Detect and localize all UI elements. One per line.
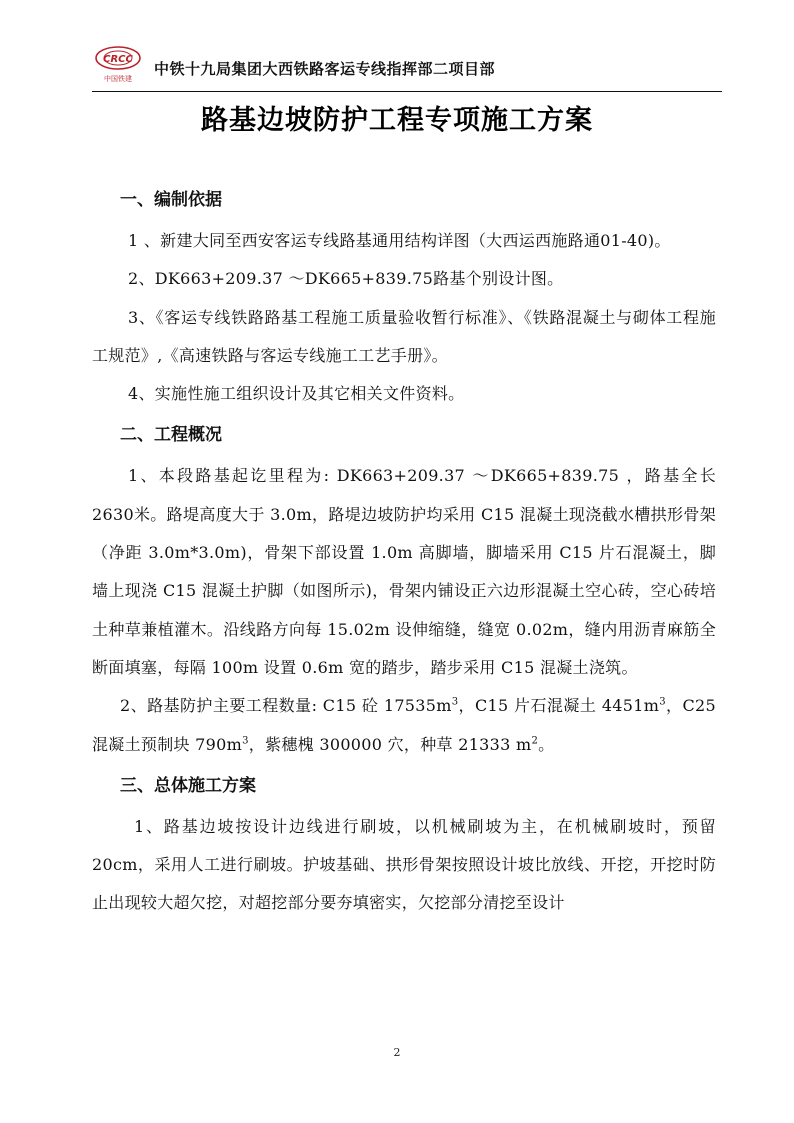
paragraph: 1、本段路基起讫里程为: DK663+209.37 ～DK665+839.75 ，路基全长 2630米。路堤高度大于 3.0m，路堤边坡防护均采用 C15 混凝土现浇截水槽拱形骨架（净距 3.0m*3.0m)，骨架下部设置 1.0m 高脚墙，脚墙采用 C15 片石混凝土，脚墙上现浇 C15 混凝土护脚（如图所示)，骨架内铺设正六边形混凝土空心砖，空心砖培土种草兼植灌木。沿线路方向每 15.02m 设伸缩缝，缝宽 0.02m，缝内用沥青麻筋全断面填塞，每隔 100m 设置 0.6m 宽的踏步，踏步采用 C15 混凝土浇筑。: [92, 466, 716, 677]
logo-text: 中国铁建: [104, 75, 132, 83]
superscript: 3: [659, 696, 666, 708]
document-title: 路基边坡防护工程专项施工方案: [201, 105, 593, 136]
superscript: 3: [451, 696, 459, 708]
paragraph: 2、DK663+209.37 ～DK665+839.75路基个别设计图。: [128, 269, 564, 289]
text-run: ，紫穗槐 300000 穴，种草 21333 m: [248, 734, 532, 754]
section-heading-basis: 一、编制依据: [120, 190, 222, 210]
text-run: ，C25 混凝土预制块 790m: [92, 696, 716, 754]
logo-mark: CRCC: [103, 54, 133, 65]
paragraph: 1 、新建大同至西安客运专线路基通用结构详图（大西运西施路通01-40)。: [128, 231, 671, 250]
page-header: [92, 40, 722, 92]
text-run: ，C15 片石混凝土 4451m: [458, 696, 660, 716]
section-heading-overview: 二、工程概况: [120, 425, 222, 446]
paragraph: 3、《客运专线铁路路基工程施工质量验收暂行标准》、《铁路混凝土与砌体工程施工规范》,《高速铁路与客运专线施工工艺手册》。: [92, 307, 716, 365]
superscript: 3: [242, 735, 249, 747]
header-divider: [92, 91, 722, 92]
section-heading-plan: 三、总体施工方案: [120, 775, 256, 796]
paragraph: 4、实施性施工组织设计及其它相关文件资料。: [128, 384, 465, 404]
paragraph: 1、路基边坡按设计边线进行刷坡，以机械刷坡为主，在机械刷坡时，预留 20cm，采用人工进行刷坡。护坡基础、拱形骨架按照设计坡比放线、开挖，开挖时防止出现较大超欠挖，对超挖部分要夯填密实，欠挖部分清挖至设计: [92, 816, 716, 913]
page-number: 2: [393, 1046, 401, 1059]
superscript: 2: [531, 735, 539, 747]
paragraph-quantities: [92, 687, 716, 764]
document-body: [92, 178, 716, 923]
text-run: 。: [538, 734, 555, 754]
text-run: 2、路基防护主要工程数量: C15 砼 17535m: [120, 696, 452, 716]
crcc-logo-icon: [92, 42, 144, 86]
header-org-name: 中铁十九局集团大西铁路客运专线指挥部二项目部: [154, 60, 496, 78]
